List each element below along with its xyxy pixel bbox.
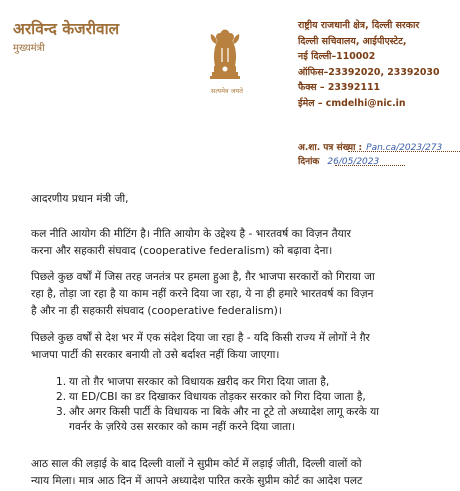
address-block bbox=[298, 18, 458, 112]
list-number: 1. bbox=[56, 376, 67, 388]
list-item bbox=[56, 390, 379, 405]
reference-underline bbox=[348, 151, 460, 152]
reference-label: अ.शा. पत्र संख्या : bbox=[298, 143, 363, 153]
sender-designation: मुख्यमंत्री bbox=[13, 43, 45, 54]
paragraph-line: आठ साल की लड़ाई के बाद दिल्ली वालों ने सुप्रीम कोर्ट में लड़ाई जीती, दिल्ली वालों को bbox=[31, 458, 362, 470]
list-item-line: गवर्नर के ज़रिये उस सरकार को काम नहीं करने दिया जाता। bbox=[69, 421, 295, 433]
reference-value: Pan.ca/2023/273 bbox=[366, 143, 443, 153]
paragraph-line: रहा है, तोड़ा जा रहा है या काम नहीं करने दिया जा रहा, ये ना ही हमारे भारतवर्ष का विज़न bbox=[31, 288, 374, 300]
salutation: आदरणीय प्रधान मंत्री जी, bbox=[31, 193, 129, 205]
paragraph-3 bbox=[31, 330, 370, 364]
phone-line: ऑफिस–23392020, 23392030 bbox=[298, 66, 440, 78]
address-line: नई दिल्ली–110002 bbox=[298, 51, 376, 63]
paragraph-1 bbox=[31, 226, 351, 260]
paragraph-line: पिछले कुछ वर्षों में जिस तरह जनतंत्र पर हमला हुआ है, ग़ैर भाजपा सरकारों को गिराया जा bbox=[31, 271, 375, 283]
paragraph-4 bbox=[31, 456, 362, 490]
list-item-line: या ED/CBI का डर दिखाकर विधायक तोड़कर सरकार को गिरा दिया जाता है, bbox=[69, 391, 366, 403]
paragraph-line: कल नीति आयोग की मीटिंग है। नीति आयोग के उद्देश्य है - भारतवर्ष का विज़न तैयार bbox=[31, 228, 351, 240]
address-line: दिल्ली सचिवालय, आईपीएस्टेट, bbox=[298, 35, 407, 47]
date-underline bbox=[335, 165, 405, 166]
date-value: 26/05/2023 bbox=[327, 157, 380, 167]
address-line: राष्ट्रीय राजधानी क्षेत्र, दिल्ली सरकार bbox=[298, 20, 420, 31]
list-item bbox=[56, 405, 379, 435]
list-item-line: या तो ग़ैर भाजपा सरकार को विधायक ख़रीद कर गिरा दिया जाता है, bbox=[69, 376, 330, 388]
numbered-list bbox=[56, 375, 379, 435]
paragraph-line: है और ना ही सहकारी संघवाद (cooperative federalism)। bbox=[31, 305, 282, 317]
national-emblem-icon bbox=[201, 22, 249, 86]
paragraph-2 bbox=[31, 269, 375, 320]
email-line: ईमेल – cmdelhi@nic.in bbox=[298, 97, 406, 109]
list-item bbox=[56, 375, 379, 390]
list-number: 3. bbox=[56, 406, 67, 418]
emblem-motto: सत्यमेव जयते bbox=[211, 87, 243, 95]
paragraph-line: करना और सहकारी संघवाद (cooperative federalism) को बढ़ावा देना। bbox=[31, 245, 333, 257]
list-item-line: और अगर किसी पार्टी के विधायक ना बिके और ना टूटे तो अध्यादेश लागू करके या bbox=[69, 406, 379, 418]
paragraph-line: भाजपा पार्टी की सरकार बनायी तो उसे बर्दाश्त नहीं किया जाएगा। bbox=[31, 349, 280, 361]
paragraph-line: पिछले कुछ वर्षों से देश भर में एक संदेश दिया जा रहा है - यदि किसी राज्य में लोगों ने ग़ैर bbox=[31, 332, 370, 344]
sender-name: अरविन्द केजरीवाल bbox=[13, 19, 120, 38]
list-number: 2. bbox=[56, 391, 67, 403]
date-label: दिनांक bbox=[298, 157, 320, 167]
paragraph-line: न्याय मिला। मात्र आठ दिन में आपने अध्यादेश पारित करके सुप्रीम कोर्ट का आदेश पलट bbox=[31, 475, 363, 487]
fax-line: फैक्स – 23392111 bbox=[298, 82, 381, 94]
